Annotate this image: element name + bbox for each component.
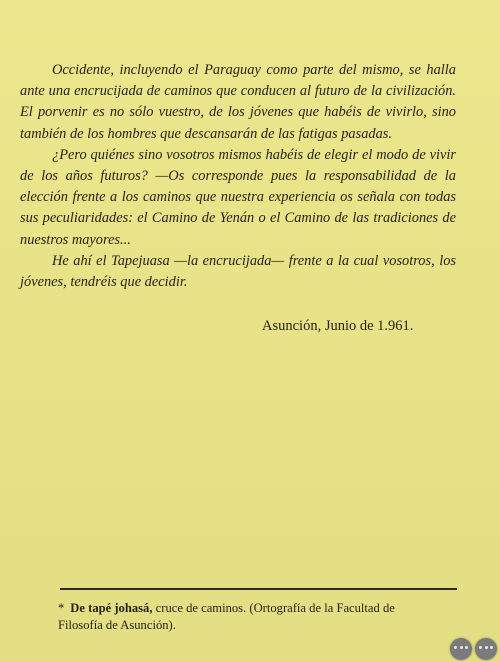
previous-page-icon[interactable] <box>450 638 472 660</box>
paragraph-2: ¿Pero quiénes sino vosotros mismos habéis de elegir el modo de vivir de los años futuros? —Os corresponde pues la responsabilidad de la elección frente a los caminos que nuestra experiencia os señala con todas sus peculiaridades: el Camino de Yenán o el Camino de las tradiciones de nuestros mayores... <box>20 146 456 248</box>
next-page-icon[interactable] <box>475 638 497 660</box>
page-navigation <box>450 638 498 660</box>
body-text <box>20 60 456 293</box>
paragraph-1: Occidente, incluyendo el Paraguay como parte del mismo, se halla ante una encrucijada de caminos que conducen al futuro de la civilización. El porvenir es no sólo vuestro, de los jóvenes que habéis de vivirlo, sino también de los hombres que descansarán de las fatigas pasadas. <box>20 62 456 142</box>
footnote-divider <box>60 588 457 590</box>
footnote-term: De tapé johasá, <box>70 601 153 615</box>
signature-line: Asunción, Junio de 1.961. <box>262 318 414 334</box>
footnote <box>58 600 438 634</box>
footnote-marker: * <box>58 601 65 615</box>
paragraph-3: He ahí el Tapejuasa —la encrucijada— frente a la cual vosotros, los jóvenes, tendréis que decidir. <box>20 252 456 291</box>
footnote-text: cruce de caminos. (Ortografía de la Facultad de Filosofía de Asunción). <box>58 601 395 632</box>
